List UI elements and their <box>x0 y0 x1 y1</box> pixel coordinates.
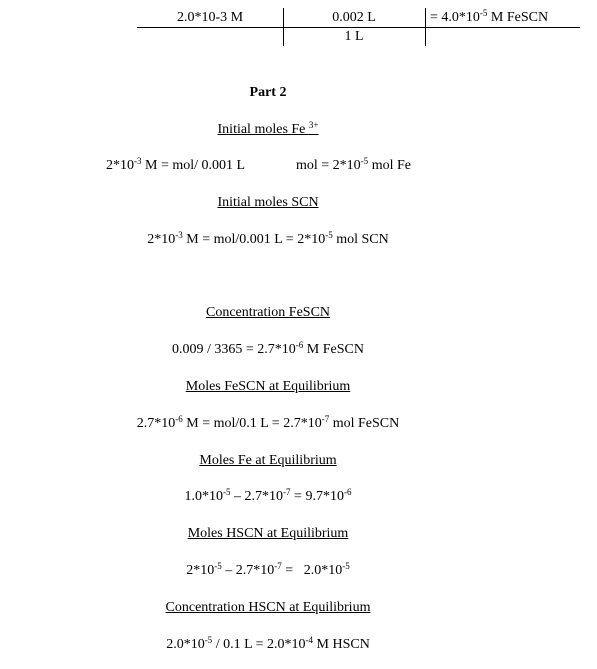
table-cell-result: = $4.0*10^{-5}$ M FeSCN <box>430 8 549 25</box>
heading-initial-moles-fe: Initial moles Fe $^{3+}$ <box>217 120 319 137</box>
heading-concentration-fescn: Concentration FeSCN <box>205 305 331 320</box>
equation-initial-moles-fe-result: mol = $2*10^{-5}$ mol Fe <box>296 156 411 173</box>
table-cell-volume-denominator: 1 L <box>344 29 364 44</box>
heading-moles-hscn-equilibrium: Moles HSCN at Equilibrium <box>187 526 349 541</box>
heading-moles-fescn-equilibrium: Moles FeSCN at Equilibrium <box>185 379 351 394</box>
table-cell-volume-numerator: 0.002 L <box>332 10 376 25</box>
table-divider-vertical-2 <box>425 8 426 46</box>
table-cell-concentration: 2.0*10-3 M <box>176 10 244 25</box>
equation-initial-moles-scn: $2*10^{-3}$ M = mol/0.001 $L = 2*10^{-5}$ mol SCN <box>147 230 389 247</box>
heading-initial-moles-scn: Initial moles SCN <box>217 195 319 210</box>
equation-moles-fe-equilibrium: $1.0*10^{-5} - 2.7*10^{-7} = 9.7*10^{-6}$ <box>184 487 352 504</box>
table-divider-horizontal <box>137 27 580 28</box>
table-divider-vertical-1 <box>283 8 284 46</box>
heading-moles-fe-equilibrium: Moles Fe at Equilibrium <box>199 453 337 468</box>
equation-moles-hscn-equilibrium: $2*10^{-5} - 2.7*10^{-7} = 2.0*10^{-5}$ <box>186 561 350 578</box>
section-title: Part 2 <box>249 85 287 100</box>
heading-concentration-hscn-equilibrium: Concentration HSCN at Equilibrium <box>165 600 371 615</box>
equation-initial-moles-fe: $2*10^{-3}$ M = mol/ 0.001 L <box>106 156 246 173</box>
equation-concentration-hscn-equilibrium: $2.0*10^{-5} / 0.1$ $L = 2.0*10^{-4}$ M HSCN <box>166 635 370 652</box>
equation-moles-fescn-equilibrium: $2.7*10^{-6}$ M = mol/0.1 $L = 2.7*10^{-7}$ mol FeSCN <box>136 414 400 431</box>
equation-concentration-fescn: $0.009 / 3365 = 2.7*10^{-6}$ M FeSCN <box>172 340 364 357</box>
